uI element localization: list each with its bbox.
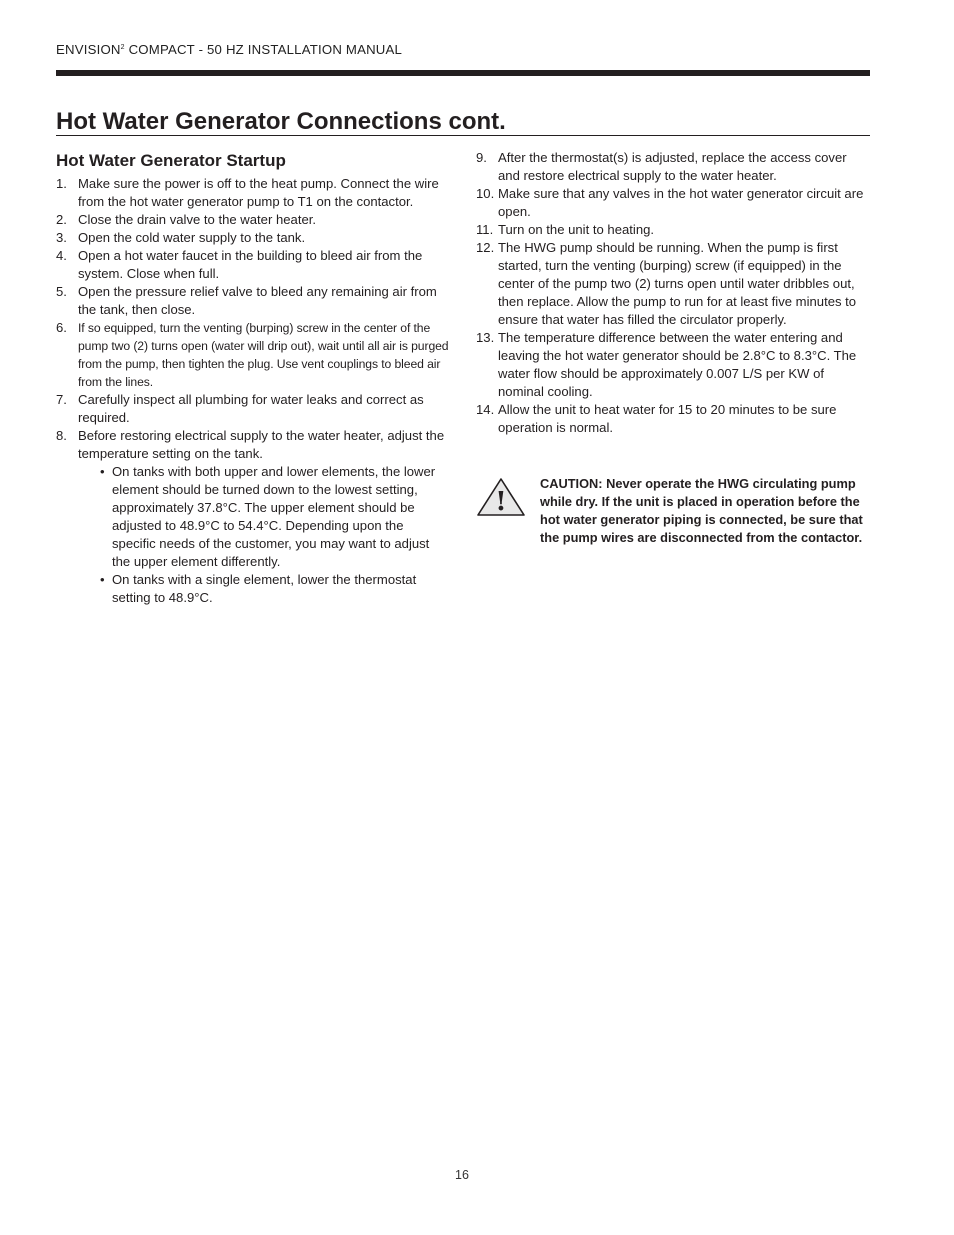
page-title: Hot Water Generator Connections cont. [56,108,506,135]
step-number: 9. [476,150,487,165]
right-column [476,149,870,437]
step-text: Make sure that any valves in the hot water generator circuit are open. [498,186,864,219]
caution-text: CAUTION: Never operate the HWG circulating pump while dry. If the unit is placed in operation before the hot water generator piping is connected, be sure that the pump wires are disconnected from the contactor. [540,476,863,545]
list-item [56,247,450,283]
step-number: 2. [56,212,67,227]
step-text: Before restoring electrical supply to the water heater, adjust the temperature setting on the tank. [78,428,445,461]
list-item [56,391,450,427]
step-text: Open a hot water faucet in the building to bleed air from the system. Close when full. [78,248,423,281]
list-item [56,211,450,229]
step-number: 3. [56,230,67,245]
step-number: 11. [476,222,494,237]
step-text: Open the pressure relief valve to bleed any remaining air from the tank, then close. [78,284,437,317]
step-text: The HWG pump should be running. When the pump is first started, turn the venting (burping) screw (if equipped) in the center of the pump two (2) turns open until water dribbles out, then replace. Allow the pump to run for at least five minutes to ensure that water has filled the circulator properly. [498,240,857,327]
step-number: 12. [476,240,495,255]
step-number: 13. [476,330,495,345]
step-number: 5. [56,284,67,299]
title-underline [56,135,870,136]
step-text: After the thermostat(s) is adjusted, replace the access cover and restore electrical supply to the water heater. [498,150,847,183]
header-brand-superscript: 2 [120,44,125,51]
bullet-list [100,463,450,607]
step-text: If so equipped, turn the venting (burping) screw in the center of the pump two (2) turns open (water will drip out), wait until all air is purged from the pump, then tighten the plug. Use vent couplings to bleed air from the lines. [78,321,449,389]
caution-box [476,475,876,547]
step-number: 4. [56,248,67,263]
list-item [56,175,450,211]
step-number: 10. [476,186,495,201]
left-column [56,175,450,607]
step-text: The temperature difference between the water entering and leaving the hot water generator should be 2.8°C to 8.3°C. The water flow should be approximately 0.007 L/S per KW of nominal cooling. [498,330,857,399]
bullet-item [100,571,450,607]
list-item [476,221,870,239]
header-brand: ENVISION [56,42,121,57]
step-text: Make sure the power is off to the heat pump. Connect the wire from the hot water generator pump to T1 on the contactor. [78,176,439,209]
list-item [56,427,450,463]
list-item [476,149,870,185]
page-number: 16 [455,1168,469,1182]
list-item [56,229,450,247]
header-manual-title: COMPACT - 50 HZ INSTALLATION MANUAL [124,42,403,57]
list-item [56,283,450,319]
list-item [476,401,870,437]
step-text: Carefully inspect all plumbing for water leaks and correct as required. [78,392,424,425]
list-item [476,239,870,329]
step-number: 7. [56,392,67,407]
bullet-mark: • [100,464,105,479]
bullet-item [100,463,450,571]
header-rule [56,70,870,76]
step-number: 1. [56,176,67,191]
running-header [56,42,402,57]
list-item [476,329,870,401]
step-text: Open the cold water supply to the tank. [78,230,306,245]
bullet-text: On tanks with a single element, lower the thermostat setting to 48.9°C. [112,572,417,605]
step-text: Allow the unit to heat water for 15 to 20 minutes to be sure operation is normal. [498,402,837,435]
bullet-mark: • [100,572,105,587]
list-item [56,319,450,391]
step-text: Close the drain valve to the water heater. [78,212,317,227]
bullet-text: On tanks with both upper and lower elements, the lower element should be turned down to the lowest setting, approximately 37.8°C. The upper element should be adjusted to 48.9°C to 54.4°C. Depending upon the specific needs of the customer, you may want to adjust the upper element differently. [112,464,436,569]
step-number: 8. [56,428,67,443]
list-item [476,185,870,221]
step-number: 6. [56,320,67,335]
step-text: Turn on the unit to heating. [498,222,655,237]
warning-triangle-icon [476,477,526,517]
warning-glyph: ! [495,487,507,517]
step-number: 14. [476,402,495,417]
section-title: Hot Water Generator Startup [56,151,286,170]
